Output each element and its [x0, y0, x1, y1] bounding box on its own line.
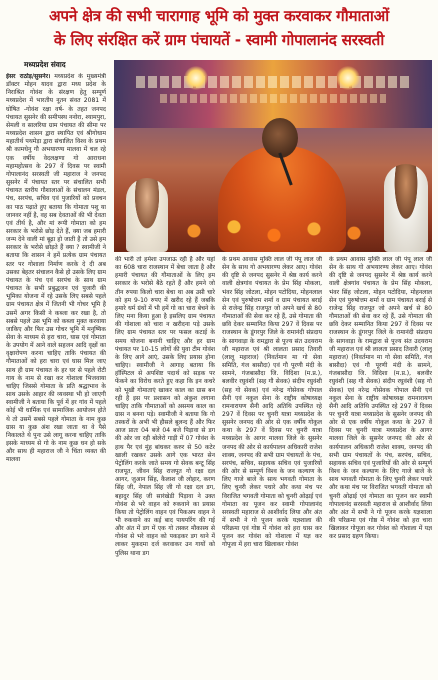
article-column-3: के प्रथम आवास मुक्ति लाल जी पंपू लाल जी सेन के साथ गो अभयारण्य लेकर आए। गोवंश की दृष्टि से जनपद सुसनेर में श्रेष्ठ कार्य करने वाली क्षेत्रगांव पंचायत के प्रेम सिंह मोकला, भंवर सिंह जोटला, मोहन पटोदिया, मोहनलाल सेन एवं पुरुषोत्तम शर्मा व ग्राम पंचायत बराई से राजेन्द्र सिंह राजपूत जो अपने खर्च से 80 गौमाताओं की सेवा कर रहे हैं, उसे गोमाता की छवि देकर सम्मानित किया 297 वें दिवस पर राजस्थान के डूंगरपुर जिले के रामानंदी संप्रदाय के सागवाड़ा के रामद्वारा से पूज्य संत उदयराम जी महाराज एवं श्री लालता प्रसाद तिवारी (लालू महाराज) (निवर्तमान मा गो सेवा समिति, गंज बासौदा) एवं गौ पूरणी मंदी के सामने, गंजबासौदा जि. विदिशा (म.प्र.), बलवीर रघुवंशी (सह गौ सेवक) संदीप रघुवंशी (सह गो सेवक) एवं नरेन्द्र गोसेवक गोपाल सैनी एवं नकुल सेना के राष्ट्रीय कोषाध्यक्ष रामनारायण सैनी आदि अतिथि उपस्थित रहे 297 वें दिवस पर चुनरी यात्रा मध्यप्रदेश के सुसनेर जनपद की ओर से एक वर्षीय गोकुल कथा के 297 वें दिवस पर चुनरी यात्रा मध्यप्रदेश के आगर मालवा जिले के सुसनेर जनपद की ओर से कार्यपालन अधिकारी राजेश शाक्य, जनपद की सभी ग्राम पंचायतों के पंच, सरपंच, सचिव, सहायक सचिव एवं पुजारियों की ओर से सम्पूर्ण विश्व के जन कल्याण के लिए गाजे बाजे के साथ भगवती गोमाता के लिए चुनरी लेकर पधारे और कथा मंच पर विराजित भगवती गोमाता को चुनरी ओढ़ाई एवं गोमाता का पूजन कर स्वामी गोपालानंद सरस्वती महाराज से आशीर्वाद लिया और अंत में सभी ने गो पूजन करके यज्ञशाला की परिक्रमा एवं गोष्ठ में गोवंश को हरा घास कर पूजन कर गोवंश को गोशाला में यज्ञ कर गोपूजा में हरा चारा खिलाकर गोवंश	[222, 256, 322, 549]
article-column-1	[6, 73, 106, 677]
dateline: ईसर राठोड़/सुसनेर।	[6, 73, 51, 80]
headline-line-2: के लिए संरक्षित करें ग्राम पंचायतें - स्वामी गोपालानंद सरस्वती	[53, 31, 385, 49]
banner-lettering	[136, 76, 410, 88]
article-column-1-text: मध्यप्रदेश के मुख्यमंत्री डॉक्टर मोहन यादव द्वारा मध्य प्रदेश के निराश्रित गोवंश के संरक्षण हेतु सम्पूर्ण मध्यप्रदेश में भारतीय नूतन संवत 2081 में घोषित -गोवंश रक्षा वर्ष- के तहत जनपद पंचायत सुसनेर की समीपस्थ ननोरा, श्यामपुरा, सेमली व सालरिया ग्राम पंचायत की सीमा पर मध्यप्रदेश शासन द्वारा स्थापित एवं श्रीगोधाम महातीर्थ पथमेड़ा द्वारा संचालित विश्व के प्रथम श्री कामधेनु गौ अभयारण्य मालवा में चल रहे एक वर्षीय वेदलक्षणा गो आराधना महामहोत्सव के 297 वें दिवस पर स्वामी गोपालानंद सरस्वती जी महाराज ने जनपद सुसनेर में पंचायत स्तर पर संचालित सभी पंचायत स्तरीय गौशालाओं के संचालन मंडल, पंच, सरपंच, सचिव एवं पुजारियों को प्रवचन का पाठ पढ़ाते हुए बताया कि गोमाता पशु या जानवर नहीं है, वह सब देवताओं की भी देवता एवं तीर्थ है, और मां रूपी गोमाता को हम सरकार के भरोसे छोड़ देते हैं, क्या जब हमारी जन्म देने वाली मां बूढ़ा हो जाती है तो उसे हम सरकार के भरोसे छोड़ते हैं क्या ? स्वामीजी ने बताया कि शासन ने हमें प्रत्येक ग्राम पंचायत स्तर पर गोशाला निर्माण करके दे दी अब उसका बेहतर संचालन कैसे हो उसके लिए ग्राम पंचायत के पंच एवं सरपंच के साथ ग्राम पंचायत के सभी प्रबुद्धजन एवं पुजारी की भूमिका योजना में रहे उसके लिए सबसे पहले ग्राम पंचायत क्षेत्र में जितनी भी गोचर भूमि है उसमें अगर किसी ने कब्जा कर रखा है, तो सबसे पहले उस भूमि को कब्जा मुक्त करवाया जाकिए और फिर उस गोचर भूमि में मनुष्यिक सेवा के माध्यम से हरा चारा, घास एवं गोमाता के उपयोग में आने वाले सहजन आदि वृक्षों का वृक्षारोपण करना चाहिए ताकि पंचायत की गौमाताओं को हरा चारा एवं घास मिल जाए साथ ही ग्राम पंचायत के हर घर से पहले रोटी गाय के नाम से रखा कर गोशाला भिजवाया चाहिए जिससे गोमाता के प्रति श्रद्धाभाव के साथ उसके आहार की व्यवस्था भी हो जाएगी स्वामीजी ने बताया कि पूर्व में हर गांव में पहले कोई भी धार्मिक एवं सामाजिक आयोजन होते थे तो उसमें सबसे पहले गोमाता के नाम कुछ ग्रास या कुछ अंश रखा जाता था वे पैसे निकालते थे पुनः उसे लागू करना चाहिए ताकि इसके माध्यम से गो के नाम कुछ धन हो सके और साथ ही महाराज जी ने चिंता व्यक्त की मालवा	[6, 73, 106, 464]
headline	[4, 4, 434, 52]
flower-decoration	[174, 210, 374, 252]
banner-lettering-2	[160, 94, 386, 103]
headline-line-1: अपने क्षेत्र की सभी चारागाह भूमि को मुक्त करवाकर गौमाताओं	[49, 7, 389, 25]
article-column-4: के प्रथम आवास मुक्ति लाल जी पंपू लाल जी सेन के साथ गो अभयारण्य लेकर आए। गोवंश की दृष्टि से जनपद सुसनेर में श्रेष्ठ कार्य करने वाली क्षेत्रगांव पंचायत के प्रेम सिंह मोकला, भंवर सिंह जोटला, मोहन पटोदिया, मोहनलाल सेन एवं पुरुषोत्तम शर्मा व ग्राम पंचायत बराई से राजेन्द्र सिंह राजपूत जो अपने खर्च से 80 गौमाताओं की सेवा कर रहे हैं, उसे गोमाता की छवि देकर सम्मानित किया 297 वें दिवस पर राजस्थान के डूंगरपुर जिले के रामानंदी संप्रदाय के सागवाड़ा के रामद्वारा से पूज्य संत उदयराम जी महाराज एवं श्री लालता प्रसाद तिवारी (लालू महाराज) (निवर्तमान मा गो सेवा समिति, गंज बासौदा) एवं गौ पूरणी मंदी के सामने, गंजबासौदा जि. विदिशा (म.प्र.), बलवीर रघुवंशी (सह गौ सेवक) संदीप रघुवंशी (सह गो सेवक) एवं नरेन्द्र गोसेवक गोपाल सैनी एवं नकुल सेना के राष्ट्रीय कोषाध्यक्ष रामनारायण सैनी आदि अतिथि उपस्थित रहे 297 वें दिवस पर चुनरी यात्रा मध्यप्रदेश के सुसनेर जनपद की ओर से एक वर्षीय गोकुल कथा के 297 वें दिवस पर चुनरी यात्रा मध्यप्रदेश के आगर मालवा जिले के सुसनेर जनपद की ओर से कार्यपालन अधिकारी राजेश शाक्य, जनपद की सभी ग्राम पंचायतों के पंच, सरपंच, सचिव, सहायक सचिव एवं पुजारियों की ओर से सम्पूर्ण विश्व के जन कल्याण के लिए गाजे बाजे के साथ भगवती गोमाता के लिए चुनरी लेकर पधारे और कथा मंच पर विराजित भगवती गोमाता को चुनरी ओढ़ाई एवं गोमाता का पूजन कर स्वामी गोपालानंद सरस्वती महाराज से आशीर्वाद लिया और अंत में सभी ने गो पूजन करके यज्ञशाला की परिक्रमा एवं गोष्ठ में गोवंश को हरा चारा खिलाकर गोपूजा कर गोवंश को गोशाला में यज्ञ कर प्रसाद ग्रहण किया।	[329, 256, 432, 541]
stage-light-icon	[184, 66, 208, 90]
article-column-2: की भारी तो हमेशा उपजाऊ रही है और यहां का 608 चारा राजस्थान में बेचा जाता है और हमारी पंचायत की गौमाताओं के लिए हम सरकार के भरोसे बैठे रहते हैं और हमने जो तीन रुपया किलो चारा बेचा था अब उसी चारे को हम 9-10 रुपए में खरीद रहे हैं जबकि हमारे धर्म ग्रंथों में भी हमें गो का चारा बेचने के लिए मना किया हुआ है इसलिए ग्राम पंचायत की गोशाला को चारा न खरीदना पड़े उसके लिए ग्राम पंचायत स्तर पर फसल कटाई के समय योजना बनानी चाहिए और हर ग्राम पंचायत पर 10-15 लोगों की युवा टीम गोवंश के लिए आगे आएं, उसके लिए प्रयास होना चाहिए। स्वामीजी ने आगाह बताया कि हॉस्पिटल से अपशिष्ट पदार्थ को सड़क पर फेंकने का विरोध करते हुए कहा कि इन कचरे को भूखी गोमाताएं खाकर काल का ग्रास बन रही है इस पर प्रशासन को अंकुश लगाना चाहिए ताकि गौमाताओं को असमय काल का ग्रास न बनना पड़े। स्वामीजी ने बताया कि गो तस्करों के अभी भी हौसले बुलन्द हैं और फिर आज प्रातः 04 बजे 04 बजे पिड़ावा से डग की ओर जा रही बोलेरो गाड़ी में 07 गोवंश के हाथ पैर एवं मुंह बांधकर करुर से 50 कटेर खाली रखकर उसके आगे एक भारत सेन पेट्रोलिंग करके जाते समय गो सेवक बन्टू सिंह राजपूत, जीवन सिंह राजपूत गो रक्षा दल आगर, जुआन सिंह, कैलाश जी लोहार, करण सिंह जी, नेपाल सिंह जी गो रक्षा दल डग, बहादुर सिंह जी सारंखेडी पिड़ावा ने उक्त गोवंश से भरे वाहन को रुकवाने का प्रयास किया तो पेट्रोलिंग वाहन एवं पिकअप वाहन ने भी रुकवाने का कई बाद पायपरिंग की गई और अंत में डग में एक गो तस्कर मौकास्थ से गोवंश से भरे वाहन को पकड़कर डग थाने में लाकर मुकदमा दर्ज करवाकर उन गायों को पुलिस थाना डग	[115, 256, 215, 557]
attendee-figure	[126, 178, 168, 252]
stage-light-icon	[336, 66, 360, 90]
event-photo	[114, 60, 432, 252]
attendee-figure	[384, 164, 428, 252]
reporter-tag: मध्यप्रदेश संवाद	[24, 60, 66, 69]
